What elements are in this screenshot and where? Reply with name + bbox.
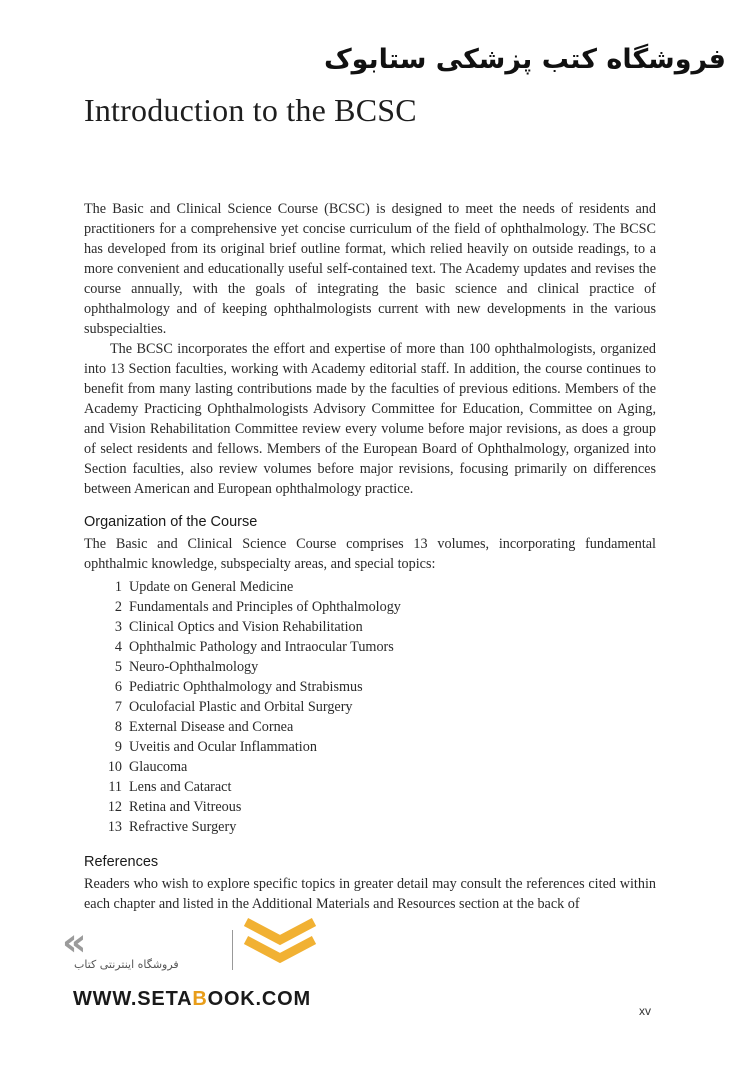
list-item (84, 637, 656, 657)
volume-title: Refractive Surgery (129, 819, 237, 835)
volume-title: Ophthalmic Pathology and Intraocular Tumors (129, 639, 394, 655)
volume-number: 6 (114, 679, 122, 695)
list-item (84, 757, 656, 777)
volume-number: 11 (108, 779, 122, 795)
url-prefix: WWW.SETA (73, 988, 193, 1010)
volume-list (84, 577, 656, 837)
page-title: Introduction to the BCSC (84, 92, 417, 128)
intro-paragraph-2: The BCSC incorporates the effort and expertise of more than 100 ophthalmologists, organized into 13 Section faculties, working with Academy editorial staff. In addition, the course continues to benefit from many lasting contributions made by the faculties of previous editions. Members of the Academy Practicing Ophthalmologists Advisory Committee for Education, Committee on Aging, and Vision Rehabilitation Committee review every volume before major revisions, as does a group of select residents and fellows. Members of the European Board of Ophthalmology, organized into Section faculties, also review volumes before major revisions, focusing primarily on differences between American and European ophthalmology practice. (84, 341, 656, 497)
list-item (84, 657, 656, 677)
list-item (84, 797, 656, 817)
volume-title: External Disease and Cornea (129, 719, 294, 735)
volume-title: Fundamentals and Principles of Ophthalmology (129, 599, 401, 615)
intro-paragraph-1: The Basic and Clinical Science Course (BCSC) is designed to meet the needs of residents and practitioners for a comprehensive yet concise curriculum of the field of ophthalmology. The BCSC has developed from its original brief outline format, which relied heavily on outside readings, to a more convenient and educationally useful self-contained text. The Academy updates and revises the course annually, with the goals of integrating the basic science and clinical practice of ophthalmology and of keeping ophthalmologists current with new developments in the various subspecialties. (84, 201, 656, 337)
page-number: xv (639, 1004, 651, 1018)
volume-title: Clinical Optics and Vision Rehabilitation (129, 619, 363, 635)
list-item (84, 617, 656, 637)
volume-title: Update on General Medicine (129, 579, 294, 595)
section-heading-references: References (84, 854, 159, 870)
setabook-watermark (60, 908, 330, 978)
volume-number: 13 (107, 819, 122, 835)
volume-number: 9 (114, 739, 122, 755)
volume-title: Neuro-Ophthalmology (129, 659, 259, 675)
references-paragraph: Readers who wish to explore specific topics in greater detail may consult the references cited within each chapter and listed in the Additional Materials and Resources section at the back of (84, 876, 656, 912)
list-item (84, 697, 656, 717)
volume-number: 3 (114, 619, 122, 635)
url-suffix: OOK.COM (207, 988, 311, 1010)
list-item (84, 597, 656, 617)
bookstore-header: فروشگاه کتب پزشکی ستابوک (323, 44, 726, 75)
website-url (73, 988, 311, 1011)
volume-title: Retina and Vitreous (129, 799, 242, 815)
volume-number: 1 (114, 579, 122, 595)
volume-number: 4 (114, 639, 122, 655)
list-item (84, 737, 656, 757)
watermark-divider (232, 930, 233, 970)
list-item (84, 717, 656, 737)
volume-number: 8 (114, 719, 122, 735)
volume-number: 7 (114, 699, 122, 715)
list-item (84, 577, 656, 597)
volume-number: 12 (107, 799, 122, 815)
volume-title: Pediatric Ophthalmology and Strabismus (129, 679, 363, 695)
volume-title: Uveitis and Ocular Inflammation (129, 739, 317, 755)
list-item (84, 817, 656, 837)
list-item (84, 777, 656, 797)
volume-title: Lens and Cataract (129, 779, 232, 795)
book-stack-logo-icon (240, 908, 320, 976)
organization-intro: The Basic and Clinical Science Course comprises 13 volumes, incorporating fundamental ophthalmic knowledge, subspecialty areas, and special topics: (84, 536, 656, 572)
list-item (84, 677, 656, 697)
volume-number: 10 (107, 759, 122, 775)
section-heading-organization: Organization of the Course (84, 514, 258, 530)
url-accent-letter: B (192, 988, 208, 1010)
volume-number: 5 (114, 659, 122, 675)
volume-title: Glaucoma (129, 759, 188, 775)
body-content (84, 199, 656, 914)
watermark-subtitle: فروشگاه اینترنتی کتاب (74, 958, 179, 971)
volume-title: Oculofacial Plastic and Orbital Surgery (129, 699, 353, 715)
volume-number: 2 (114, 599, 122, 615)
double-chevron-icon: « (62, 920, 77, 964)
